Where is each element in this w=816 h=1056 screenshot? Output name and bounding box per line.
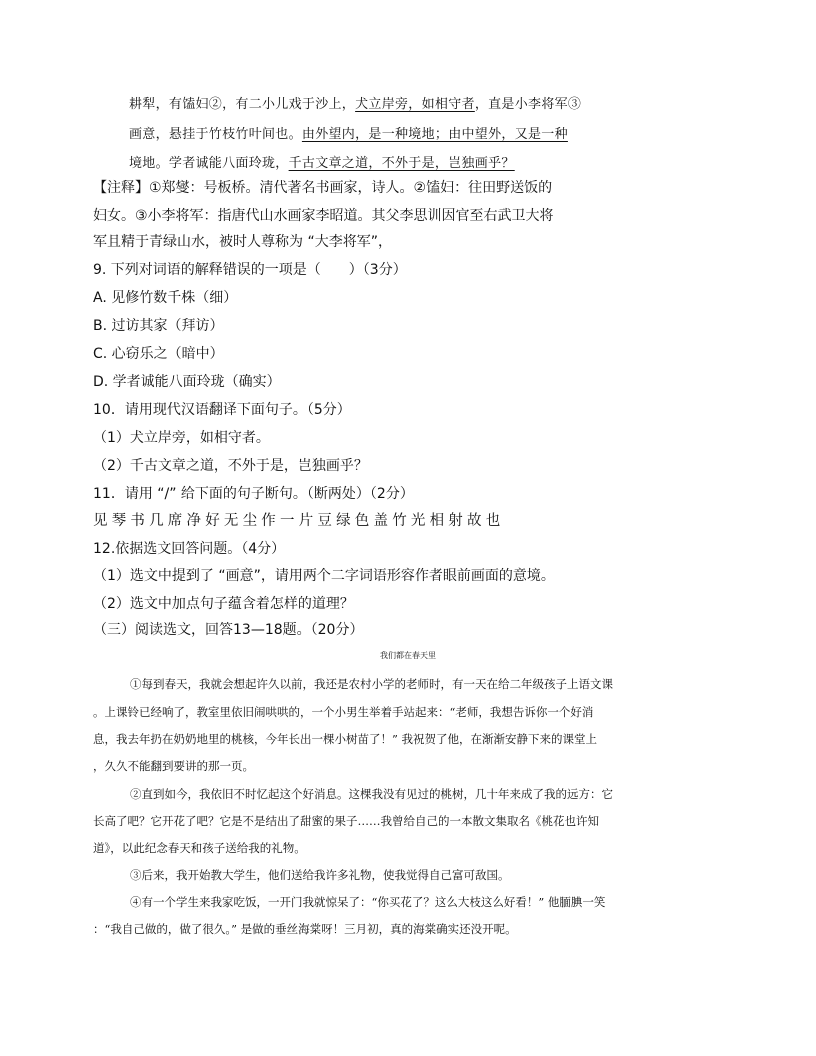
passage-p2-line-1: ②直到如今，我依旧不时忆起这个好消息。这棵我没有见过的桃树，几十年来成了我的远方：它 [130, 787, 613, 801]
classical-text: 画意，悬挂于竹枝竹叶间也。 [129, 127, 302, 142]
passage-p1-line-4: ，久久不能翻到要讲的那一页。 [93, 759, 254, 773]
passage-p4-line-2: ：“我自己做的，做了很久。” 是做的垂丝海棠呀！三月初，真的海棠确实还没开呢。 [93, 922, 517, 936]
classical-text: ，直是小李将军③ [474, 97, 582, 112]
underlined-phrase: 由外望内，是一种境地；由中望外，又是一种 [301, 127, 568, 142]
classical-line-2 [129, 127, 568, 143]
question-10-stem: 10．请用现代汉语翻译下面句子。（5分） [93, 402, 351, 418]
classical-text: 耕犁，有馌妇②，有二小儿戏于沙上， [129, 97, 356, 112]
passage-p3-line-1: ③后来，我开始教大学生，他们送给我许多礼物，使我觉得自己富可敌国。 [130, 868, 510, 882]
question-10-sentence-2: （2）千古文章之道，不外于是，岂独画乎？ [93, 458, 368, 474]
question-12-sub-1: （1）选文中提到了 “画意”，请用两个二字词语形容作者眼前画面的意境。 [93, 568, 555, 584]
passage-p2-line-3: 道》，以此纪念春天和孩子送给我的礼物。 [93, 841, 306, 855]
underlined-phrase: 犬立岸旁，如相守者 [355, 97, 475, 112]
classical-line-1 [129, 97, 581, 113]
passage-p1-line-1: ①每到春天，我就会想起许久以前，我还是农村小学的老师时，有一天在给二年级孩子上语文课 [130, 677, 613, 691]
note-line-3: 军且精于青绿山水，被时人尊称为 “大李将军”， [93, 234, 392, 250]
question-12-sub-2: （2）选文中加点句子蕴含着怎样的道理？ [93, 596, 354, 612]
section-3-heading: （三）阅读选文，回答13—18题。（20分） [93, 622, 364, 638]
passage-p4-line-1: ④有一个学生来我家吃饭，一开门我就惊呆了：“你买花了？这么大枝这么好看！” 他腼腆一笑 [130, 895, 606, 909]
note-line-2: 妇女。③小李将军：指唐代山水画家李昭道。其父李思训因官至右武卫大将 [93, 208, 554, 224]
question-12-stem: 12.依据选文回答问题。（4分） [93, 541, 286, 557]
question-9-option-a: A. 见修竹数千株（细） [93, 290, 238, 306]
question-11-stem: 11．请用 “/” 给下面的句子断句。（断两处）（2分） [93, 486, 414, 502]
question-9-option-d: D. 学者诚能八面玲珑（确实） [93, 374, 281, 390]
note-line-1: 【注释】①郑燮：号板桥。清代著名书画家，诗人。②馌妇：往田野送饭的 [93, 180, 553, 196]
underlined-phrase: 千古文章之道，不外于是，岂独画乎？ [288, 156, 515, 171]
question-9-option-b: B. 过访其家（拜访） [93, 318, 224, 334]
question-9-option-c: C. 心窃乐之（暗中） [93, 346, 224, 362]
passage-p1-line-3: 息，我去年扔在奶奶地里的桃核，今年长出一棵小树苗了！” 我祝贺了他，在渐渐安静下来的课堂上 [93, 732, 598, 746]
classical-text: 境地。学者诚能八面玲珑， [129, 156, 289, 171]
passage-p1-line-2: 。上课铃已经响了，教室里依旧闹哄哄的，一个小男生举着手站起来：“老师，我想告诉你一个好消 [93, 705, 594, 719]
passage-title: 我们都在春天里 [380, 651, 436, 660]
classical-line-3 [129, 156, 515, 172]
question-9-stem: 9. 下列对词语的解释错误的一项是（ ）（3分） [93, 262, 407, 278]
question-10-sentence-1: （1）犬立岸旁，如相守者。 [93, 430, 270, 446]
passage-p2-line-2: 长高了吧？它开花了吧？它是不是结出了甜蜜的果子……我曾给自己的一本散文集取名《桃花也许知 [93, 814, 599, 828]
question-11-sentence: 见琴书几席净好无尘作一片豆绿色盖竹光相射故也 [93, 513, 505, 529]
